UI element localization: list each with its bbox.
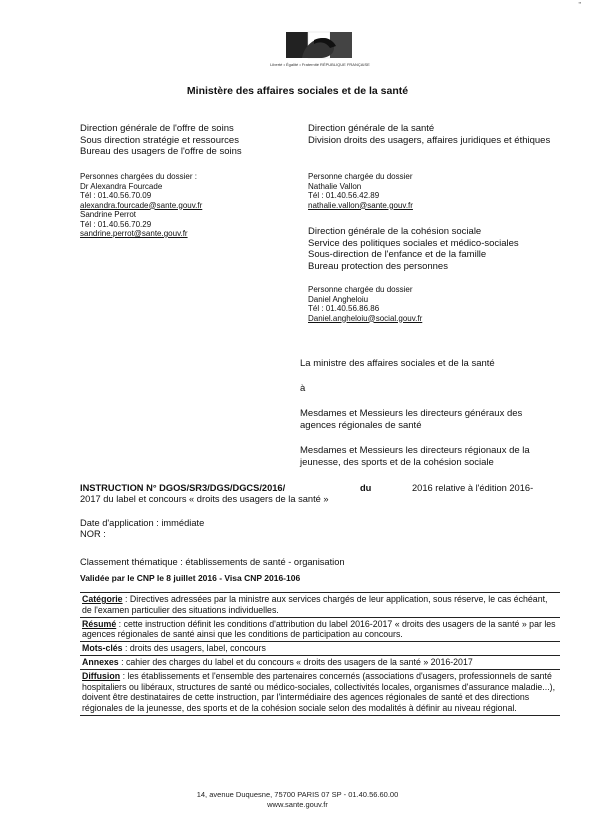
sender-line: Bureau protection des personnes <box>308 260 448 272</box>
table-row <box>80 593 560 618</box>
right-sender-block-2 <box>308 226 560 272</box>
summary-label: Diffusion <box>82 670 121 681</box>
recipient-ars: Mesdames et Messieurs les directeurs généraux des agences régionales de santé <box>300 408 523 431</box>
instruction-relative: 2016 relative à l'édition 2016- <box>412 483 534 493</box>
email-link[interactable]: nathalie.vallon@sante.gouv.fr <box>308 200 413 210</box>
instruction-subject: 2017 du label et concours « droits des usagers de la santé » <box>80 494 329 504</box>
summary-cell <box>80 669 560 715</box>
summary-label: Annexes <box>82 656 119 667</box>
contact-line: Daniel Angheloiu <box>308 294 369 304</box>
sender-line: Bureau des usagers de l'offre de soins <box>80 146 242 157</box>
summary-text: : les établissements et l'ensemble des partenaires concernés (associations d'usagers, professionnels de santé hospitaliers ou libéraux, structures de santé ou médico-sociales, collectivités locales, organismes d'assurance maladie...), doivent être destinataires de cette instruction, par l'intermédiaire des agences régionales de santé et des directions régionales de la jeunesse, des sports et de la cohésion sociale selon des modalités à définir au niveau régional. <box>82 670 556 714</box>
email-link[interactable]: Daniel.angheloiu@social.gouv.fr <box>308 313 423 323</box>
summary-table <box>80 592 560 716</box>
summary-cell <box>80 655 560 669</box>
validation-line: Validée par le CNP le 8 juillet 2016 - Visa CNP 2016-106 <box>80 573 301 583</box>
application-block <box>80 518 560 540</box>
classement-line: Classement thématique : établissements de santé - organisation <box>80 557 345 567</box>
contact-line: Tél : 01.40.56.70.29 <box>80 219 152 229</box>
table-row <box>80 669 560 715</box>
date-application: Date d'application : immédiate <box>80 518 205 528</box>
left-sender-block <box>80 123 295 158</box>
signatory: La ministre des affaires sociales et de la santé <box>300 358 495 369</box>
footer-site: www.sante.gouv.fr <box>267 800 328 809</box>
logo-caption: Liberté • Égalité • Fraternité RÉPUBLIQUE FRANÇAISE <box>270 62 370 67</box>
summary-text: : cette instruction définit les conditions d'attribution du label 2016-2017 « droits des usagers de la santé » par les agences régionales de santé ainsi que les conditions de participation au concours. <box>82 618 556 640</box>
sender-line: Service des politiques sociales et médico-sociales <box>308 237 519 249</box>
recipient-to: à <box>300 383 306 394</box>
table-row <box>80 655 560 669</box>
right-sender-block-1 <box>308 123 560 146</box>
instruction-ref: INSTRUCTION N° DGOS/SR3/DGS/DGCS/2016/ <box>80 483 286 493</box>
summary-label: Mots-clés <box>82 643 123 654</box>
summary-label: Catégorie <box>82 594 123 604</box>
sender-line: Direction générale de la santé <box>308 123 435 134</box>
contact-line: Nathalie Vallon <box>308 181 362 191</box>
marianne-logo-icon <box>284 28 354 74</box>
nor-line: NOR : <box>80 529 106 539</box>
footer-address: 14, avenue Duquesne, 75700 PARIS 07 SP - 01.40.56.60.00 <box>196 790 399 799</box>
table-row <box>80 642 560 656</box>
contact-label: Personne chargée du dossier <box>308 285 413 294</box>
contact-line: Tél : 01.40.56.42.89 <box>308 191 380 200</box>
summary-text: : Directives adressées par la ministre aux services chargés de leur application, sous réserve, le cas échéant, de l'examen particulier des situations individuelles. <box>82 594 548 615</box>
contact-label: Personne chargée du dossier <box>308 172 413 181</box>
summary-cell <box>80 617 560 642</box>
contact-line: Tél : 01.40.56.86.86 <box>308 304 380 313</box>
right-contact-block-2 <box>308 285 560 323</box>
sender-line: Direction générale de l'offre de soins <box>80 123 234 134</box>
contact-label: Personnes chargées du dossier : <box>80 172 197 181</box>
table-row <box>80 617 560 642</box>
sender-line: Sous-direction de l'enfance et de la famille <box>308 249 487 260</box>
summary-label: Résumé <box>82 618 117 629</box>
sender-line: Direction générale de la cohésion sociale <box>308 226 482 237</box>
left-contact-block <box>80 172 295 239</box>
right-contact-block-1 <box>308 172 560 210</box>
ministry-title: Ministère des affaires sociales et de la santé <box>186 85 409 97</box>
instruction-du: du <box>360 483 372 493</box>
instruction-header <box>80 483 560 505</box>
summary-text: : cahier des charges du label et du concours « droits des usagers de la santé » 2016-2017 <box>118 656 473 667</box>
contact-line: Sandrine Perrot <box>80 210 137 219</box>
contact-line: Tél : 01.40.56.70.09 <box>80 191 152 200</box>
email-link[interactable]: alexandra.fourcade@sante.gouv.fr <box>80 200 203 210</box>
summary-cell <box>80 593 560 618</box>
contact-line: Dr Alexandra Fourcade <box>80 181 163 191</box>
email-link[interactable]: sandrine.perrot@sante.gouv.fr <box>80 229 188 238</box>
footer <box>0 790 595 810</box>
sender-line: Sous direction stratégie et ressources <box>80 134 239 146</box>
corner-mark: " <box>578 2 581 9</box>
summary-cell <box>80 642 560 656</box>
sender-line: Division droits des usagers, affaires juridiques et éthiques <box>308 134 551 146</box>
recipient-drjscs: Mesdames et Messieurs les directeurs régionaux de la jeunesse, des sports et de la cohésion sociale <box>300 445 530 468</box>
summary-text: : droits des usagers, label, concours <box>122 643 266 654</box>
